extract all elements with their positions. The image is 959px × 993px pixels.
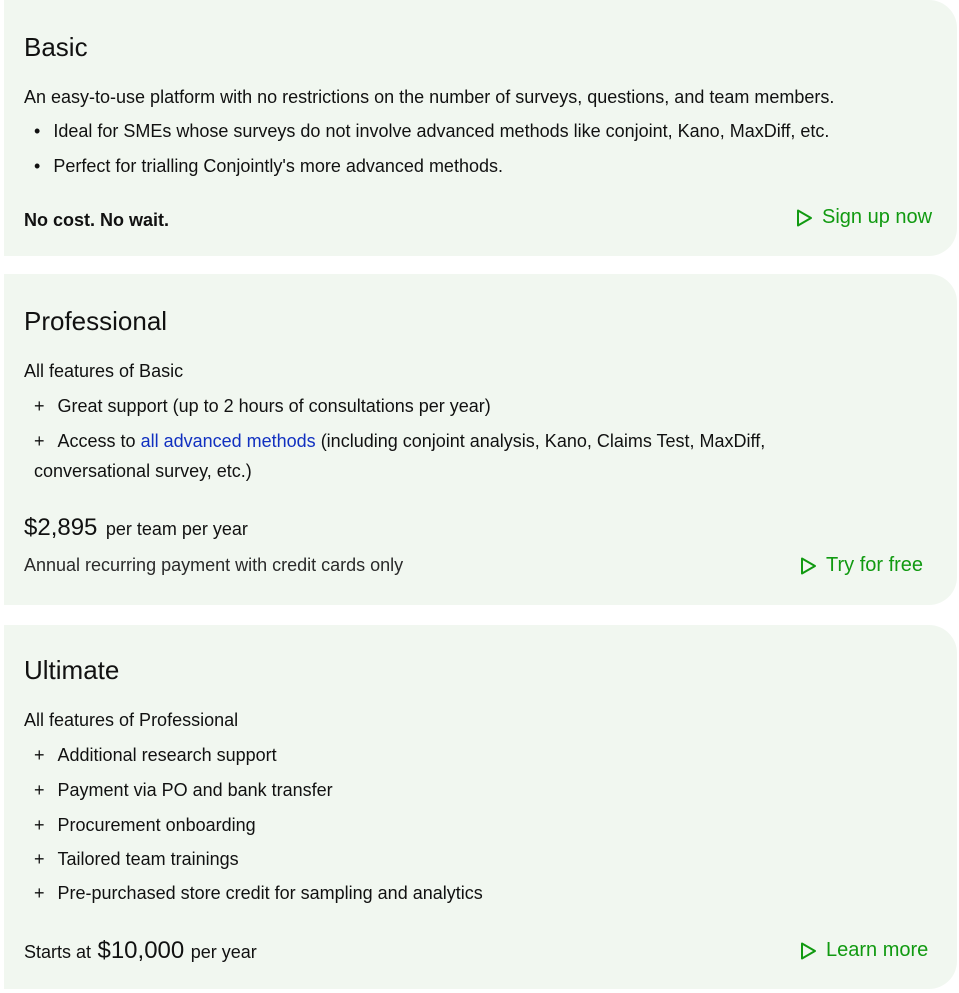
price-unit: per year [190, 942, 257, 962]
advanced-methods-link[interactable]: all advanced methods [140, 431, 316, 451]
plus-sign: + [34, 431, 45, 451]
bullet-text: Ideal for SMEs whose surveys do not involve advanced methods like conjoint, Kano, MaxDiff, etc. [53, 121, 830, 141]
price-amount: $10,000 [97, 937, 185, 964]
cta-label: Learn more [826, 939, 929, 961]
feature-text: Pre-purchased store credit for sampling and analytics [57, 883, 483, 903]
plus-sign: + [34, 780, 45, 800]
bullet-dot: • [34, 121, 41, 141]
price-row [24, 937, 257, 965]
feature-item [34, 849, 239, 870]
plus-sign: + [34, 815, 45, 835]
try-for-free-button[interactable] [798, 554, 923, 577]
feature-item [34, 780, 333, 801]
cta-label: Sign up now [822, 206, 933, 228]
price-row [24, 514, 248, 542]
bullet-dot: • [34, 156, 41, 176]
plan-title: Basic [24, 32, 88, 62]
feature-text: Procurement onboarding [57, 815, 256, 835]
feature-text: Additional research support [57, 745, 277, 765]
feature-item [34, 883, 483, 904]
play-outline-icon [798, 556, 818, 576]
plus-sign: + [34, 396, 45, 416]
price-prefix: Starts at [24, 942, 92, 962]
bullet-text: Perfect for trialling Conjointly's more advanced methods. [53, 156, 503, 176]
feature-text: Great support (up to 2 hours of consultations per year) [57, 396, 491, 416]
plus-sign: + [34, 849, 45, 869]
feature-text: Payment via PO and bank transfer [57, 780, 333, 800]
footer-text: No cost. No wait. [24, 210, 170, 230]
sign-up-now-button[interactable] [794, 206, 932, 229]
plan-title: Professional [24, 306, 168, 336]
bullet-item [34, 156, 503, 177]
price-amount: $2,895 [24, 514, 98, 541]
feature-item [34, 431, 765, 452]
cta-label: Try for free [826, 554, 924, 576]
features-intro: All features of Basic [24, 361, 184, 381]
feature-item [34, 745, 277, 766]
price-unit: per team per year [105, 519, 248, 539]
feature-text-before: Access to [57, 431, 141, 451]
payment-note: Annual recurring payment with credit cards only [24, 555, 404, 575]
feature-item [34, 815, 256, 836]
plan-title: Ultimate [24, 655, 120, 685]
plan-card-professional [4, 274, 957, 605]
plan-card-basic [4, 0, 957, 256]
plan-description: An easy-to-use platform with no restrictions on the number of surveys, questions, and team members. [24, 87, 835, 107]
feature-item [34, 396, 491, 417]
plan-card-ultimate [4, 625, 957, 989]
plus-sign: + [34, 745, 45, 765]
learn-more-button[interactable] [798, 939, 928, 962]
bullet-item [34, 121, 829, 142]
play-outline-icon [794, 208, 814, 228]
feature-text: Tailored team trainings [57, 849, 239, 869]
play-outline-icon [798, 941, 818, 961]
features-intro: All features of Professional [24, 710, 239, 730]
feature-text-after: (including conjoint analysis, Kano, Claims Test, MaxDiff, [315, 431, 766, 451]
feature-continuation: conversational survey, etc.) [34, 461, 252, 481]
plus-sign: + [34, 883, 45, 903]
